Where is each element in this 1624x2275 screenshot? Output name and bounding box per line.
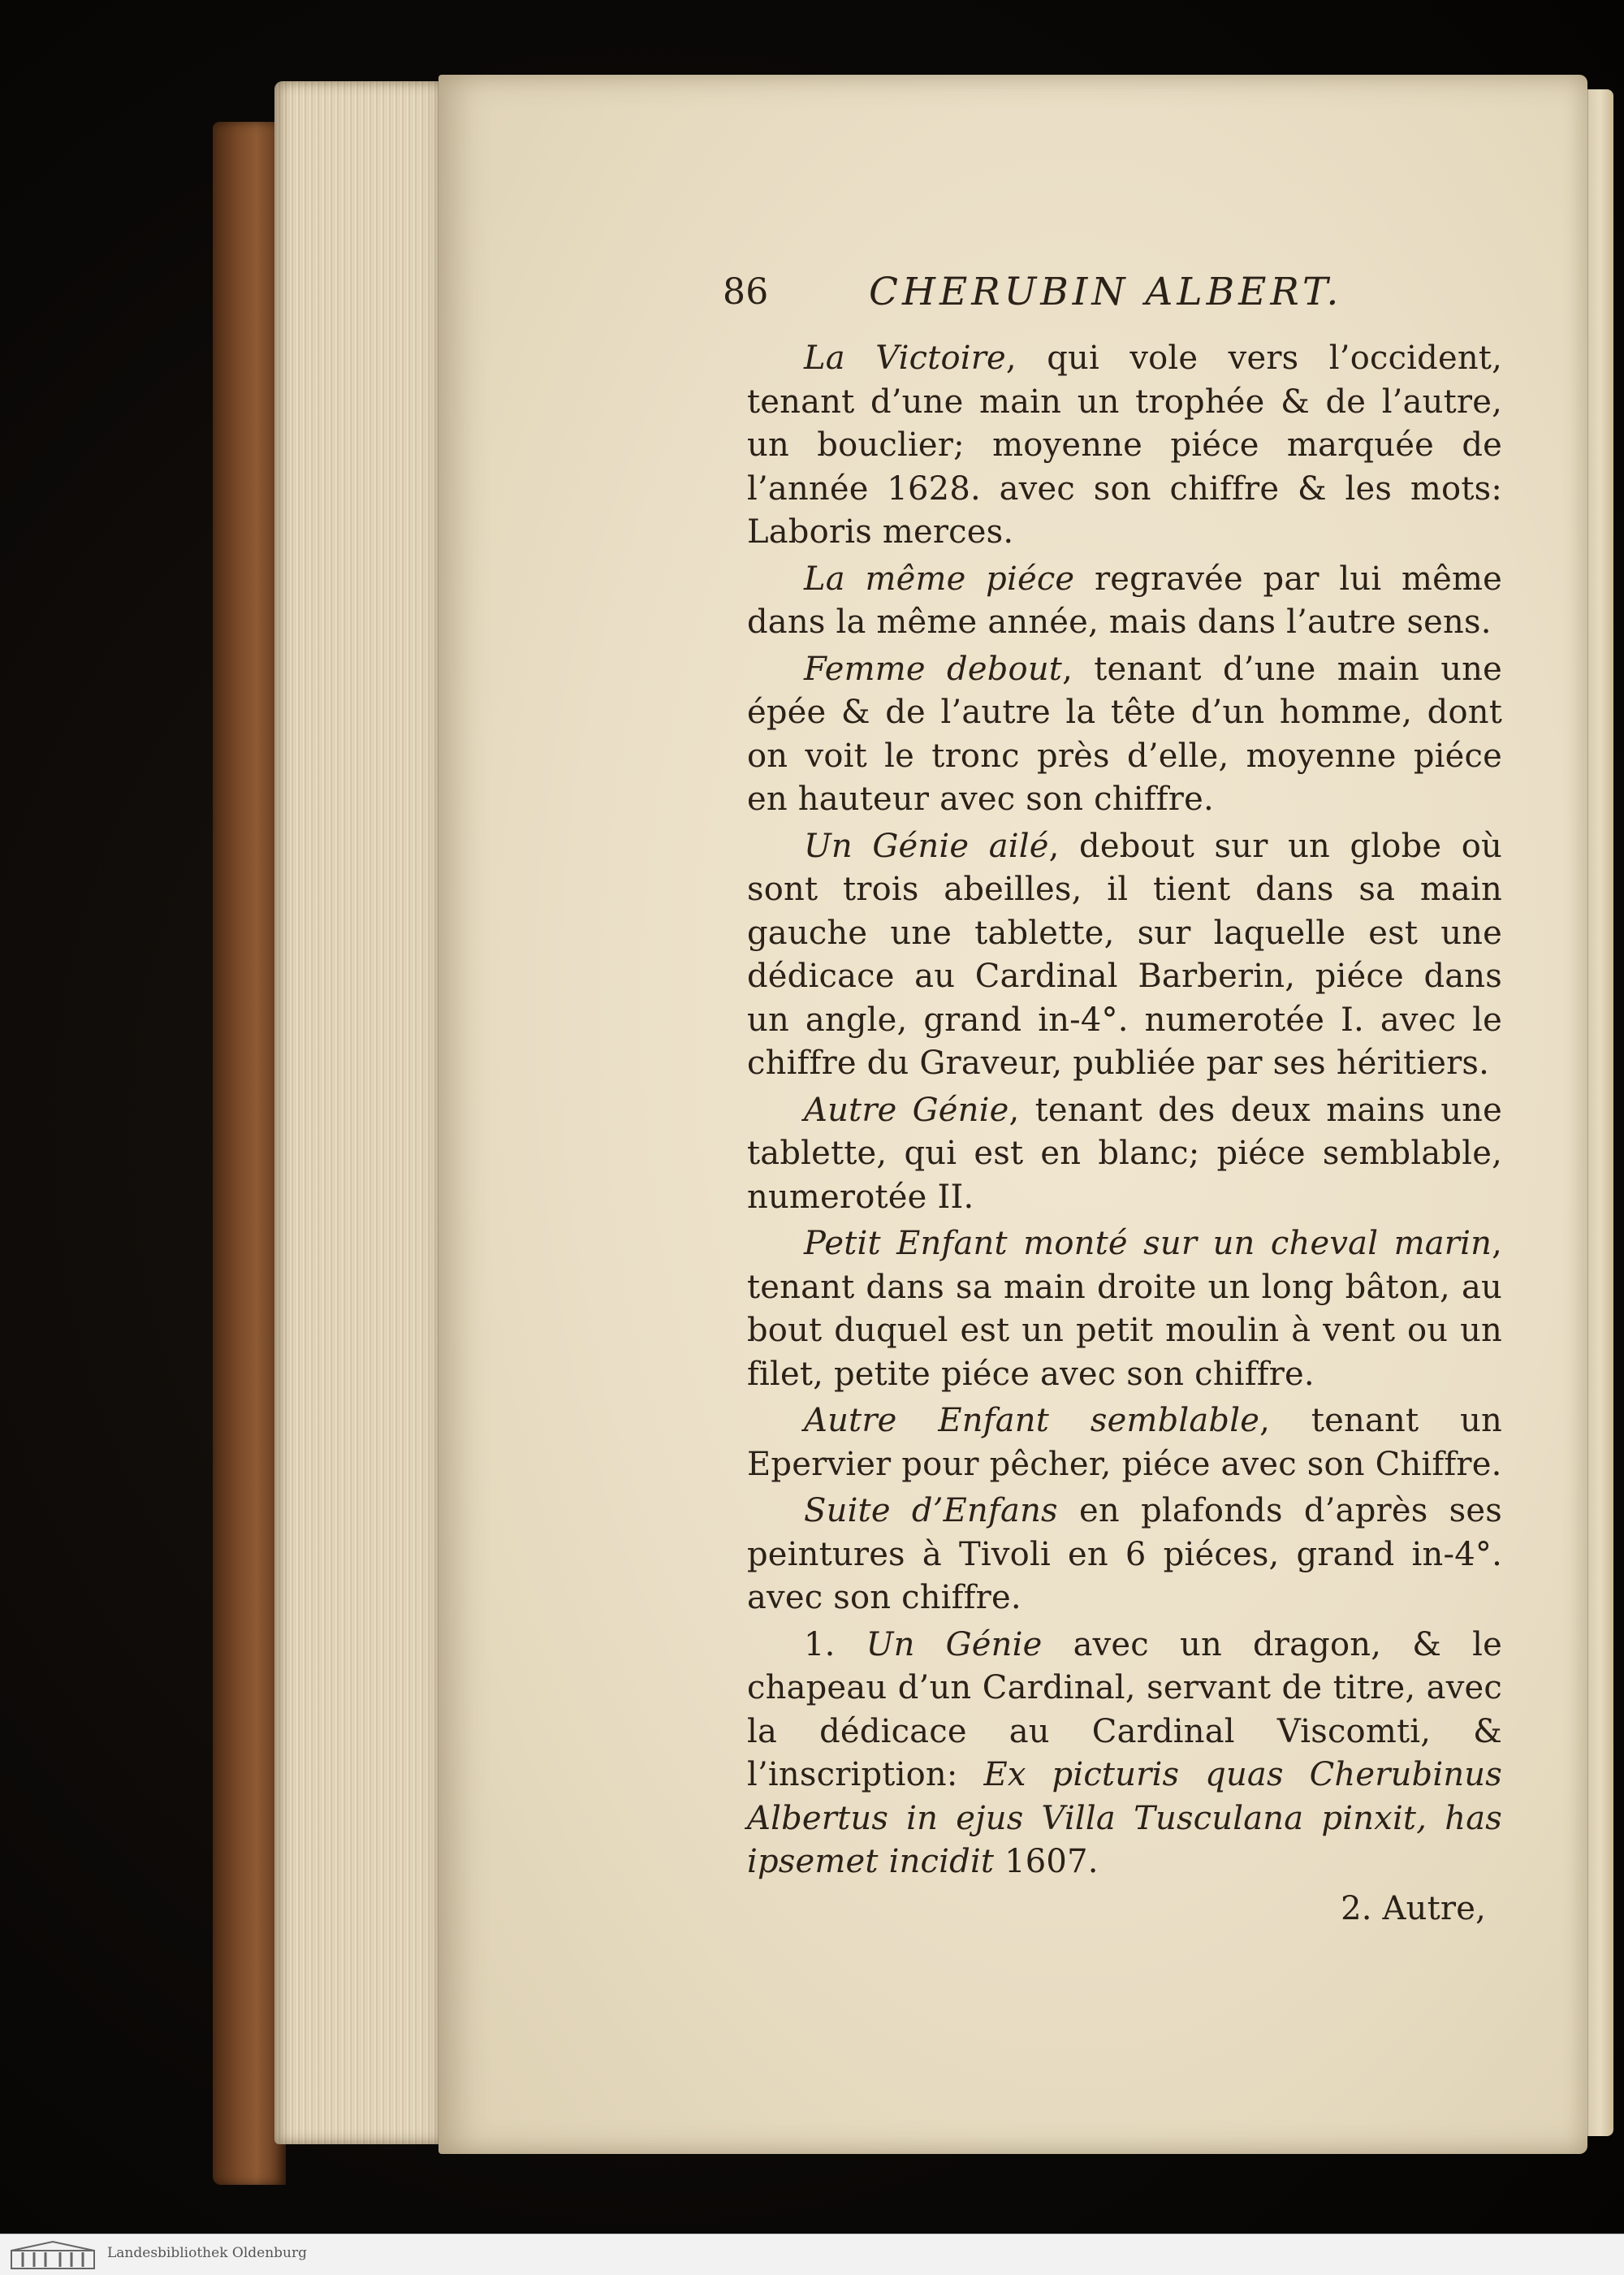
catalog-entry	[747, 825, 1502, 1086]
entry-title: Un Génie ailé	[804, 827, 1049, 865]
entry-title: Femme debout	[804, 650, 1063, 688]
catalog-entry	[747, 1624, 1502, 1884]
running-title: CHERUBIN ALBERT.	[869, 270, 1343, 314]
entry-text: , tenant des deux mains une tablette, qui est en blanc; piéce semblable, numerotée II.	[747, 1091, 1502, 1216]
entry-text: , qui vole vers l’occident, tenant d’une main un trophée & de l’autre, un bouclier; moyenne piéce marquée de l’année 1628. avec son chiffre & les mots: Laboris merces.	[747, 340, 1502, 551]
catalog-entry	[747, 1399, 1502, 1486]
entry-text: , tenant dans sa main droite un long bâton, au bout duquel est un petit moulin à vent ou un filet, petite piéce avec son chiffre.	[747, 1225, 1502, 1393]
page-edges	[274, 81, 445, 2144]
entry-text: regravée par lui même dans la même année, mais dans l’autre sens.	[747, 560, 1502, 641]
library-building-icon	[8, 2239, 97, 2270]
entry-text: en plafonds d’après ses peintures à Tivoli en 6 piéces, grand in-4°. avec son chiffre.	[747, 1492, 1502, 1616]
entry-title: Un Génie	[866, 1625, 1043, 1663]
page-header	[723, 264, 1502, 337]
next-leaf-edge	[1587, 89, 1613, 2136]
entry-title: La Victoire	[804, 340, 1006, 377]
catalog-entry	[747, 337, 1502, 555]
entry-number: 1.	[804, 1625, 866, 1663]
catalog-entry	[747, 1222, 1502, 1396]
entry-title: Suite d’Enfans	[804, 1492, 1058, 1529]
page-number: 86	[723, 271, 769, 313]
entry-title: Autre Génie	[804, 1091, 1009, 1129]
entry-title: Autre Enfant semblable	[804, 1402, 1260, 1439]
entry-title: La même piéce	[804, 560, 1075, 598]
catalog-entry	[747, 558, 1502, 645]
entry-text: avec un dragon, & le chapeau d’un Cardinal, servant de titre, avec la dédicace au Cardinal Viscomti, & l’inscription:	[747, 1625, 1502, 1793]
catalog-entry	[747, 648, 1502, 822]
page-text	[723, 264, 1502, 1931]
catalog-entry	[747, 1490, 1502, 1620]
catchword: 2. Autre,	[1341, 1889, 1486, 1927]
entry-inscription: Ex picturis quas Cherubinus Albertus in ejus Villa Tusculana pinxit, has ipsemet incidit	[747, 1756, 1502, 1880]
footer-bar	[0, 2234, 1624, 2275]
entry-title: Petit Enfant monté sur un cheval marin	[804, 1225, 1492, 1262]
library-name: Landesbibliothek Oldenburg	[107, 2245, 308, 2261]
entry-year: 1607.	[994, 1843, 1099, 1880]
entry-text: , tenant d’une main une épée & de l’autre la tête d’un homme, dont on voit le tronc près d’elle, moyenne piéce en hauteur avec son chiffre.	[747, 650, 1502, 818]
entry-text: , tenant un Epervier pour pêcher, piéce avec son Chiffre.	[747, 1402, 1502, 1483]
entry-text: , debout sur un globe où sont trois abeilles, il tient dans sa main gauche une tablette, sur laquelle est une dédicace au Cardinal Barberin, piéce dans un angle, grand in-4°. numerotée I. avec le chiffre du Graveur, publiée par ses héritiers.	[747, 827, 1502, 1082]
catalog-entry	[747, 1089, 1502, 1220]
